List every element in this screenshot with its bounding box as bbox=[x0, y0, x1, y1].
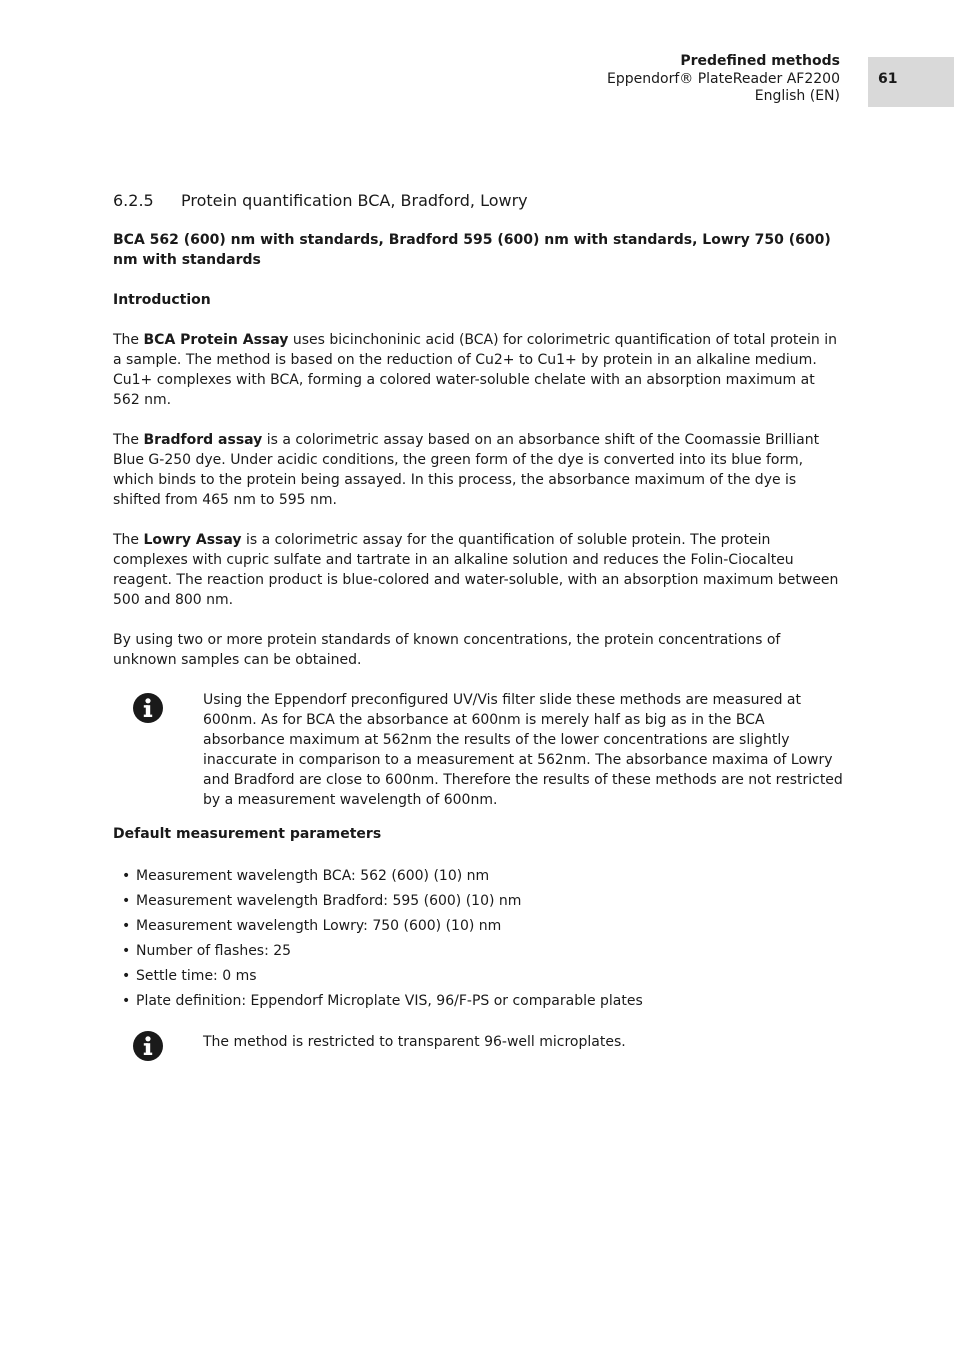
list-item: • Plate definition: Eppendorf Microplate VIS, 96/F-PS or comparable plates bbox=[113, 989, 843, 1014]
running-header bbox=[607, 53, 840, 106]
lowry-paragraph bbox=[113, 530, 843, 610]
info-note-wavelength bbox=[113, 690, 843, 810]
info-icon-wrap bbox=[113, 1028, 203, 1061]
section-number: 6.2.5 bbox=[113, 191, 154, 210]
bca-lead: The bbox=[113, 332, 144, 348]
bradford-lead: The bbox=[113, 432, 144, 448]
info-icon bbox=[133, 693, 163, 723]
method-subtitle: BCA 562 (600) nm with standards, Bradford 595 (600) nm with standards, Lowry 750 (600) nm with standards bbox=[113, 232, 831, 268]
info-note-plates bbox=[113, 1028, 843, 1061]
list-item: • Number of flashes: 25 bbox=[113, 939, 843, 964]
params-heading: Default measurement parameters bbox=[113, 826, 382, 842]
note-text-wavelength: Using the Eppendorf preconfigured UV/Vis filter slide these methods are measured at 600nm. As for BCA the absorbance at 600nm is merely half as big as in the BCA absorbance maximum at 562nm the results of the lower concentrations are slightly inaccurate in comparison to a measurement at 562nm. The absorbance maxima of Lowry and Bradford are close to 600nm. Therefore the results of these methods are not restricted by a measurement wavelength of 600nm. bbox=[203, 692, 843, 808]
list-item: • Settle time: 0 ms bbox=[113, 964, 843, 989]
main-content bbox=[113, 230, 843, 1075]
bca-paragraph bbox=[113, 330, 843, 410]
note-text-plates: The method is restricted to transparent 96-well microplates. bbox=[203, 1034, 626, 1050]
lowry-lead: The bbox=[113, 532, 144, 548]
bradford-text: is a colorimetric assay based on an absorbance shift of the Coomassie Brilliant Blue G-250 dye. Under acidic conditions, the green form of the dye is converted into its blue form, which binds to the protein being assayed. In this process, the absorbance maximum of the dye is shifted from 465 nm to 595 nm. bbox=[113, 432, 820, 508]
bradford-term: Bradford assay bbox=[143, 432, 263, 448]
section-title: Protein quantification BCA, Bradford, Lowry bbox=[181, 191, 528, 210]
section-heading bbox=[113, 191, 528, 210]
standards-paragraph: By using two or more protein standards of known concentrations, the protein concentrations of unknown samples can be obtained. bbox=[113, 632, 781, 668]
bca-text: uses bicinchoninic acid (BCA) for colorimetric quantification of total protein in a sample. The method is based on the reduction of Cu2+ to Cu1+ by protein in an alkaline medium. Cu1+ complexes with BCA, forming a colored water-soluble chelate with an absorption maximum at 562 nm. bbox=[113, 332, 837, 408]
params-list bbox=[113, 864, 843, 1014]
info-icon bbox=[133, 1031, 163, 1061]
header-product: Eppendorf® PlateReader AF2200 bbox=[607, 70, 840, 87]
header-title: Predefined methods bbox=[680, 53, 840, 69]
introduction-heading: Introduction bbox=[113, 292, 211, 308]
list-item: • Measurement wavelength Lowry: 750 (600) (10) nm bbox=[113, 914, 843, 939]
list-item: • Measurement wavelength BCA: 562 (600) (10) nm bbox=[113, 864, 843, 889]
lowry-text: is a colorimetric assay for the quantification of soluble protein. The protein complexes with cupric sulfate and tartrate in an alkaline solution and reduces the Folin-Ciocalteu reagent. The reaction product is blue-colored and water-soluble, with an absorption maximum between 500 and 800 nm. bbox=[113, 532, 839, 608]
bradford-paragraph bbox=[113, 430, 843, 510]
list-item: • Measurement wavelength Bradford: 595 (600) (10) nm bbox=[113, 889, 843, 914]
bca-term: BCA Protein Assay bbox=[143, 332, 289, 348]
lowry-term: Lowry Assay bbox=[143, 532, 242, 548]
header-language: English (EN) bbox=[754, 88, 840, 104]
info-icon-wrap bbox=[113, 690, 203, 810]
page-number: 61 bbox=[868, 57, 954, 107]
